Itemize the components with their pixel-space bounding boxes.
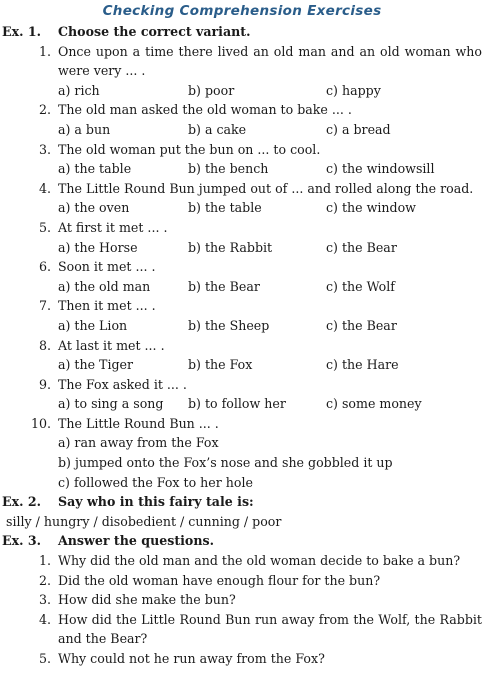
- question-text: Why did the old man and the old woman decide to bake a bun?: [58, 553, 461, 569]
- ex2-label: Ex. 2.: [2, 494, 42, 510]
- ex3-item-5: [2, 649, 482, 669]
- question-text: Soon it met ... .: [58, 259, 156, 275]
- option-a: a) rich: [58, 82, 100, 98]
- option-c: c) the windowsill: [326, 161, 435, 177]
- option-c: c) followed the Fox to her hole: [58, 474, 253, 490]
- item-number: 2.: [38, 102, 51, 118]
- ex3-header: [2, 531, 482, 551]
- option-a: a) to sing a song: [58, 396, 164, 412]
- ex1-item-2: [2, 100, 482, 139]
- ex3-item-2: [2, 571, 482, 591]
- ex1-item-8: [2, 336, 482, 375]
- option-c: c) the Bear: [326, 317, 397, 333]
- ex2-instruction: Say who in this fairy tale is:: [58, 494, 254, 510]
- option-b: b) the bench: [188, 161, 269, 177]
- option-b: b) a cake: [188, 121, 247, 137]
- item-number: 5.: [38, 651, 51, 666]
- option-c: c) a bread: [326, 121, 391, 137]
- option-b: b) the table: [188, 200, 262, 216]
- option-b: b) to follow her: [188, 396, 286, 412]
- ex1-header: [2, 22, 482, 42]
- option-a: a) the old man: [58, 278, 151, 294]
- question-text: Did the old woman have enough flour for the bun?: [58, 572, 381, 588]
- ex1-item-3: [2, 140, 482, 179]
- option-c: c) happy: [326, 82, 381, 98]
- question-text: Why could not he run away from the Fox?: [58, 651, 325, 666]
- item-number: 6.: [38, 259, 51, 275]
- ex3-instruction: Answer the questions.: [58, 533, 214, 549]
- ex1-item-7: [2, 296, 482, 335]
- item-number: 9.: [38, 376, 51, 392]
- item-number: 8.: [38, 337, 51, 353]
- ex3-label: Ex. 3.: [2, 533, 42, 549]
- question-text: Once upon a time there lived an old man and an old woman who were very ... .: [58, 43, 482, 79]
- item-number: 1.: [38, 43, 51, 59]
- ex1-label: Ex. 1.: [2, 24, 42, 39]
- ex2-word-list: silly / hungry / disobedient / cunning / poor: [6, 513, 282, 529]
- question-text: The Little Round Bun jumped out of ... and rolled along the road.: [58, 180, 474, 196]
- item-number: 4.: [38, 180, 51, 196]
- question-text: How did the Little Round Bun run away from the Wolf, the Rabbit and the Bear?: [58, 611, 482, 647]
- ex1-instruction: Choose the correct variant.: [58, 24, 251, 39]
- option-b: b) the Fox: [188, 357, 253, 373]
- option-b: b) jumped onto the Fox’s nose and she gobbled it up: [58, 455, 393, 471]
- item-number: 1.: [38, 553, 51, 569]
- question-text: The Little Round Bun ... .: [58, 415, 219, 431]
- ex1-item-6: [2, 257, 482, 296]
- item-number: 4.: [38, 611, 51, 627]
- page-title: Checking Comprehension Exercises: [102, 3, 382, 19]
- item-number: 3.: [38, 141, 51, 157]
- option-c: c) the Bear: [326, 239, 397, 255]
- option-c: c) some money: [326, 396, 422, 412]
- option-c: c) the window: [326, 200, 416, 216]
- option-a: a) the Tiger: [58, 357, 134, 373]
- ex1-item-4: [2, 179, 482, 218]
- ex1-item-5: [2, 218, 482, 257]
- option-b: b) the Bear: [188, 278, 260, 294]
- question-text: The old man asked the old woman to bake ... .: [58, 102, 352, 118]
- ex3-item-3: [2, 590, 482, 610]
- option-a: a) the Lion: [58, 317, 128, 333]
- option-c: c) the Hare: [326, 357, 399, 373]
- option-a: a) a bun: [58, 121, 111, 137]
- item-number: 3.: [38, 592, 51, 608]
- option-a: a) ran away from the Fox: [58, 435, 219, 451]
- item-number: 7.: [38, 298, 51, 314]
- question-text: How did she make the bun?: [58, 592, 236, 608]
- question-text: The old woman put the bun on ... to cool.: [58, 141, 321, 157]
- option-a: a) the table: [58, 161, 132, 177]
- ex3-item-1: [2, 551, 482, 571]
- question-text: Then it met ... .: [58, 298, 156, 314]
- option-b: b) poor: [188, 82, 235, 98]
- option-c: c) the Wolf: [326, 278, 395, 294]
- option-a: a) the Horse: [58, 239, 138, 255]
- option-b: b) the Rabbit: [188, 239, 273, 255]
- item-number: 5.: [38, 219, 51, 235]
- ex1-item-1: [2, 42, 482, 101]
- question-text: The Fox asked it ... .: [58, 376, 187, 392]
- ex2-header: [2, 492, 482, 512]
- item-number: 2.: [38, 572, 51, 588]
- question-text: At last it met ... .: [58, 337, 165, 353]
- ex1-item-9: [2, 375, 482, 414]
- option-a: a) the oven: [58, 200, 130, 216]
- ex3-item-4: [2, 610, 482, 649]
- question-text: At first it met ... .: [58, 219, 168, 235]
- ex1-item-10: [2, 414, 482, 492]
- option-b: b) the Sheep: [188, 317, 270, 333]
- item-number: 10.: [30, 415, 51, 431]
